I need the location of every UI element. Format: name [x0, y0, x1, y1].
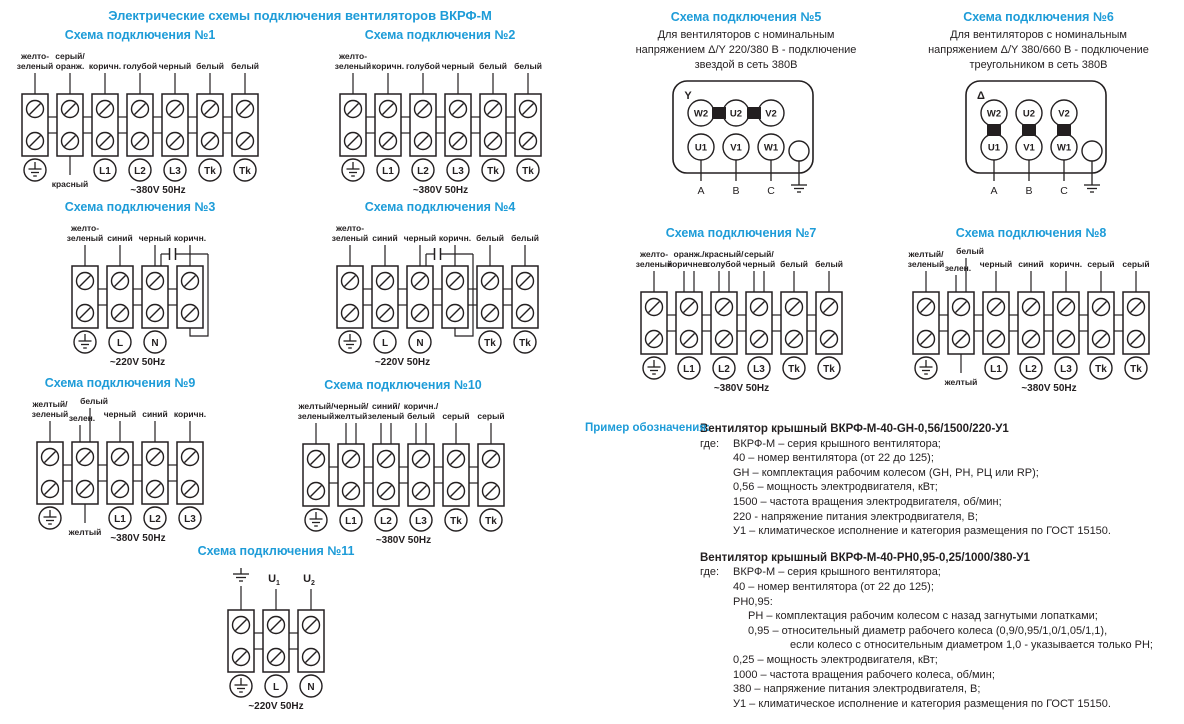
svg-text:синий: синий [106, 233, 133, 243]
svg-text:белый: белый [956, 246, 984, 256]
svg-text:зеленый: зеленый [297, 411, 334, 421]
svg-text:зелен.: зелен. [944, 263, 972, 273]
svg-text:желтый/: желтый/ [297, 401, 334, 411]
svg-text:V2: V2 [1057, 108, 1070, 120]
svg-text:Tk: Tk [1095, 364, 1107, 375]
scheme-6-title: Схема подключения №6 [963, 10, 1114, 24]
svg-text:белый: белый [406, 411, 435, 421]
svg-text:Tk: Tk [1130, 364, 1142, 375]
example-line-text: У1 – климатическое исполнение и категория размещения по ГОСТ 15150. [733, 697, 1111, 710]
example-title: Вентилятор крышный ВКРФ-М-40-РН0,95-0,25/1000/380-У1 [700, 551, 1030, 564]
example-line-prefix: где: [700, 437, 720, 450]
svg-text:черный: черный [138, 233, 171, 243]
scheme-11-diagram [156, 562, 396, 714]
svg-text:L2: L2 [134, 166, 146, 177]
svg-text:Tk: Tk [521, 166, 534, 177]
svg-text:Tk: Tk [484, 516, 497, 527]
svg-text:L2: L2 [416, 166, 429, 177]
svg-text:L3: L3 [1060, 364, 1072, 375]
svg-text:Tk: Tk [486, 166, 499, 177]
description-line: Для вентиляторов с номинальным [657, 29, 835, 41]
example-line-prefix: где: [700, 566, 720, 579]
svg-text:~220V 50Hz: ~220V 50Hz [374, 357, 430, 368]
svg-text:черный: черный [979, 259, 1013, 269]
svg-text:W2: W2 [693, 108, 709, 120]
svg-text:U2: U2 [1022, 108, 1035, 120]
svg-text:W1: W1 [763, 142, 779, 154]
example-line-text: 0,95 – относительный диаметр рабочего колеса (0,9/0,95/1,0/1,05/1,1), [748, 624, 1108, 637]
svg-text:коричн.: коричн. [438, 233, 471, 243]
scheme-1-title: Схема подключения №1 [64, 28, 216, 42]
description-line: напряжением Δ/Y 220/380 В - подключение [635, 44, 857, 56]
svg-text:Δ: Δ [976, 90, 985, 102]
scheme-10 [280, 378, 526, 548]
svg-text:~380V 50Hz: ~380V 50Hz [110, 533, 166, 544]
svg-text:L: L [381, 338, 388, 349]
svg-text:синий: синий [142, 409, 168, 419]
svg-text:Tk: Tk [239, 166, 251, 177]
example-line [700, 480, 1184, 495]
svg-text:красный: красный [51, 179, 89, 189]
svg-text:A: A [697, 185, 705, 197]
description-line: треугольником в сеть 380В [969, 59, 1108, 71]
svg-text:C: C [767, 185, 775, 197]
description-line: напряжением Δ/Y 380/660 В - подключение [928, 44, 1149, 56]
svg-text:W1: W1 [1056, 142, 1071, 154]
svg-text:серый/: серый/ [743, 249, 774, 259]
scheme-5-description [600, 28, 892, 73]
example-line [700, 510, 1184, 525]
svg-text:синий: синий [371, 233, 398, 243]
svg-text:~220V 50Hz: ~220V 50Hz [248, 701, 304, 712]
example-line [700, 697, 1184, 712]
example-line-text: 380 – напряжение питания электродвигателя, В; [733, 683, 981, 696]
svg-text:U1: U1 [694, 142, 708, 154]
svg-text:A: A [989, 185, 998, 197]
svg-text:L1: L1 [990, 364, 1002, 375]
svg-text:серый: серый [1122, 259, 1150, 269]
svg-text:L2: L2 [149, 514, 161, 525]
svg-text:N: N [415, 338, 424, 349]
svg-text:~380V 50Hz: ~380V 50Hz [412, 185, 468, 196]
svg-text:коричн.: коричн. [1049, 259, 1083, 269]
scheme-s7-svg [630, 244, 853, 396]
example-line [700, 495, 1184, 510]
example-line-text: 220 - напряжение питания электродвигателя, В; [733, 510, 978, 523]
example-line-text: ВКРФ-М – серия крышного вентилятора; [733, 437, 941, 450]
scheme-5-diagram [600, 77, 892, 205]
svg-text:коричн.: коричн. [173, 233, 206, 243]
svg-text:желтый/: желтый/ [32, 399, 68, 409]
example-body [700, 422, 1184, 711]
example-line [700, 437, 1184, 452]
svg-text:серый: серый [1087, 259, 1115, 269]
scheme-1-diagram [8, 46, 272, 198]
svg-text:~220V 50Hz: ~220V 50Hz [109, 357, 165, 368]
example-line [700, 668, 1184, 683]
example-line [700, 653, 1184, 668]
svg-text:желто-: желто- [335, 223, 364, 233]
svg-text:V1: V1 [1022, 142, 1035, 154]
svg-text:Tk: Tk [787, 364, 800, 375]
example-line-text: ВКРФ-М – серия крышного вентилятора; [733, 566, 941, 579]
svg-text:зеленый: зеленый [367, 411, 404, 421]
scheme-7 [597, 226, 885, 396]
svg-text:оранж.: оранж. [55, 61, 85, 71]
example-line [700, 638, 1184, 653]
scheme-1 [8, 28, 272, 198]
description-line: звездой в сеть 380В [694, 59, 798, 71]
svg-text:L2: L2 [379, 516, 392, 527]
scheme-6-description [893, 28, 1184, 73]
scheme-2 [318, 28, 562, 198]
svg-text:L1: L1 [682, 364, 695, 375]
svg-text:голубой: голубой [405, 61, 440, 71]
scheme-5-title: Схема подключения №5 [670, 10, 822, 24]
svg-text:желтый/: желтый/ [908, 249, 944, 259]
svg-text:L1: L1 [99, 166, 111, 177]
svg-text:Y: Y [684, 90, 692, 102]
svg-text:N: N [150, 338, 159, 349]
svg-text:желтый: желтый [944, 377, 978, 387]
svg-text:коричн.: коричн. [173, 409, 207, 419]
svg-text:L: L [272, 682, 280, 693]
svg-text:U1: U1 [987, 142, 1000, 154]
example-line [700, 624, 1184, 639]
svg-text:желто-: желто- [20, 51, 50, 61]
svg-text:желто-: желто- [70, 223, 99, 233]
svg-text:коричн.: коричн. [88, 61, 122, 71]
svg-text:желтый: желтый [68, 527, 102, 537]
example-line [700, 609, 1184, 624]
scheme-s2-svg [329, 46, 552, 198]
scheme-7-diagram [597, 244, 885, 396]
scheme-7-title: Схема подключения №7 [665, 226, 817, 240]
svg-text:B: B [732, 185, 740, 197]
example-line [700, 524, 1184, 539]
svg-text:зеленый: зеленый [31, 409, 69, 419]
scheme-s3-svg [61, 218, 220, 370]
scheme-2-diagram [318, 46, 562, 198]
svg-text:белый: белый [478, 61, 507, 71]
description-line: Для вентиляторов с номинальным [950, 29, 1127, 41]
scheme-s1-svg [11, 46, 269, 198]
svg-text:Tk: Tk [483, 338, 496, 349]
svg-text:зелен.: зелен. [68, 413, 96, 423]
scheme-s5-svg [661, 77, 831, 205]
svg-text:B: B [1024, 185, 1033, 197]
scheme-s10-svg [292, 396, 515, 548]
scheme-11-title: Схема подключения №11 [197, 544, 355, 558]
svg-text:L1: L1 [344, 516, 357, 527]
svg-text:белый: белый [510, 233, 539, 243]
scheme-6-diagram [893, 77, 1184, 205]
svg-text:~380V 50Hz: ~380V 50Hz [1021, 383, 1077, 394]
example-title: Вентилятор крышный ВКРФ-М-40-GH-0,56/1500/220-У1 [700, 423, 1009, 435]
scheme-4-title: Схема подключения №4 [364, 200, 516, 214]
svg-text:белый: белый [196, 61, 224, 71]
svg-text:U2: $U_2$ [303, 573, 315, 587]
svg-text:желтый: желтый [334, 411, 367, 421]
example-line-text: 0,56 – мощность электродвигателя, кВт; [733, 481, 938, 494]
scheme-4 [318, 200, 562, 370]
example-line-text: 40 – номер вентилятора (от 22 до 125); [733, 452, 934, 465]
svg-text:зеленый: зеленый [635, 259, 672, 269]
svg-text:голубой: голубой [706, 259, 741, 269]
scheme-s4-svg [326, 218, 555, 370]
scheme-10-title: Схема подключения №10 [324, 378, 482, 392]
scheme-9-title: Схема подключения №9 [44, 376, 196, 390]
svg-text:L1: L1 [381, 166, 394, 177]
svg-text:серый/: серый/ [55, 51, 85, 61]
svg-text:серый: серый [441, 411, 470, 421]
scheme-8-diagram [882, 244, 1180, 396]
svg-text:коричн./: коричн./ [403, 401, 438, 411]
svg-text:синий: синий [1018, 259, 1044, 269]
svg-text:L: L [116, 338, 123, 349]
scheme-9 [2, 376, 238, 546]
example-line-text: GH – комплектация рабочим колесом (GH, РН, РЦ или RP); [733, 466, 1039, 479]
example-line-text: если колесо с относительным диаметром 1,0 - указывается только РН; [790, 639, 1153, 652]
svg-text:черный: черный [742, 259, 775, 269]
svg-text:~380V 50Hz: ~380V 50Hz [713, 383, 769, 394]
example-line-text: РН – комплектация рабочим колесом с назад загнутыми лопатками; [748, 610, 1098, 623]
svg-text:черный: черный [403, 233, 436, 243]
scheme-6 [893, 10, 1184, 205]
svg-text:белый: белый [513, 61, 542, 71]
svg-text:белый: белый [475, 233, 504, 243]
scheme-s9-svg [26, 394, 214, 546]
svg-text:белый: белый [80, 396, 108, 406]
scheme-3 [20, 200, 260, 370]
example-line-text: У1 – климатическое исполнение и категория размещения по ГОСТ 15150. [733, 525, 1111, 538]
example-label: Пример обозначения: [585, 422, 710, 434]
scheme-8 [882, 226, 1180, 396]
svg-text:черный/: черный/ [333, 401, 368, 411]
svg-text:красный/: красный/ [704, 249, 743, 259]
example-line [700, 565, 1184, 580]
example-line [700, 580, 1184, 595]
page-title: Электрические схемы подключения вентиляторов ВКРФ-М [108, 8, 492, 23]
svg-text:желто-: желто- [338, 51, 367, 61]
svg-text:зеленый: зеленый [331, 233, 368, 243]
scheme-3-diagram [20, 218, 260, 370]
svg-text:L3: L3 [414, 516, 427, 527]
example-line-text: 0,25 – мощность электродвигателя, кВт; [733, 653, 938, 666]
svg-text:синий/: синий/ [371, 401, 400, 411]
example-line [700, 451, 1184, 466]
scheme-9-diagram [2, 394, 238, 546]
svg-text:L2: L2 [1025, 364, 1037, 375]
svg-text:W2: W2 [986, 108, 1001, 120]
example-line-text: 40 – номер вентилятора (от 22 до 125); [733, 580, 934, 593]
svg-text:зеленый: зеленый [334, 61, 371, 71]
svg-text:зеленый: зеленый [16, 61, 54, 71]
scheme-10-diagram [280, 396, 526, 548]
svg-text:черный: черный [441, 61, 474, 71]
svg-text:L3: L3 [169, 166, 181, 177]
svg-text:Tk: Tk [822, 364, 835, 375]
svg-text:V1: V1 [730, 142, 742, 154]
svg-text:C: C [1059, 185, 1068, 197]
svg-text:зеленый: зеленый [907, 259, 945, 269]
svg-text:коричн.: коричн. [371, 61, 404, 71]
svg-text:белый: белый [779, 259, 808, 269]
svg-text:L3: L3 [752, 364, 765, 375]
example-line [700, 595, 1184, 610]
scheme-3-title: Схема подключения №3 [64, 200, 216, 214]
example-line-text: РН0,95: [733, 595, 773, 608]
svg-text:коричнев.: коричнев. [667, 259, 710, 269]
example-line [700, 466, 1184, 481]
svg-text:оранж./: оранж./ [673, 249, 704, 259]
scheme-5 [600, 10, 892, 205]
svg-text:Tk: Tk [518, 338, 531, 349]
example-line [700, 682, 1184, 697]
svg-text:желто-: желто- [639, 249, 668, 259]
example-line-text: 1000 – частота вращения рабочего колеса, об/мин; [733, 668, 995, 681]
svg-text:черный: черный [158, 61, 192, 71]
scheme-4-diagram [318, 218, 562, 370]
example-designation [585, 422, 1184, 711]
svg-text:L1: L1 [114, 514, 126, 525]
scheme-s11-svg [217, 562, 335, 714]
svg-text:V2: V2 [765, 108, 777, 120]
scheme-s8-svg [902, 244, 1160, 396]
svg-text:Tk: Tk [449, 516, 462, 527]
scheme-s6-svg [954, 77, 1124, 205]
svg-text:U2: U2 [729, 108, 743, 120]
svg-text:L3: L3 [451, 166, 464, 177]
svg-text:L3: L3 [184, 514, 196, 525]
svg-text:L2: L2 [717, 364, 730, 375]
svg-text:голубой: голубой [122, 61, 158, 71]
svg-text:N: N [307, 682, 315, 693]
svg-text:Tk: Tk [204, 166, 216, 177]
scheme-8-title: Схема подключения №8 [955, 226, 1107, 240]
svg-text:зеленый: зеленый [66, 233, 103, 243]
scheme-2-title: Схема подключения №2 [364, 28, 516, 42]
svg-text:серый: серый [476, 411, 505, 421]
scheme-11 [156, 544, 396, 714]
svg-text:U1: $U_1$ [268, 573, 280, 587]
svg-text:белый: белый [231, 61, 259, 71]
svg-text:~380V 50Hz: ~380V 50Hz [130, 185, 186, 196]
svg-text:белый: белый [814, 259, 843, 269]
svg-text:~380V 50Hz: ~380V 50Hz [375, 535, 431, 546]
example-line-text: 1500 – частота вращения электродвигателя, об/мин; [733, 495, 1002, 508]
svg-text:черный: черный [103, 409, 137, 419]
